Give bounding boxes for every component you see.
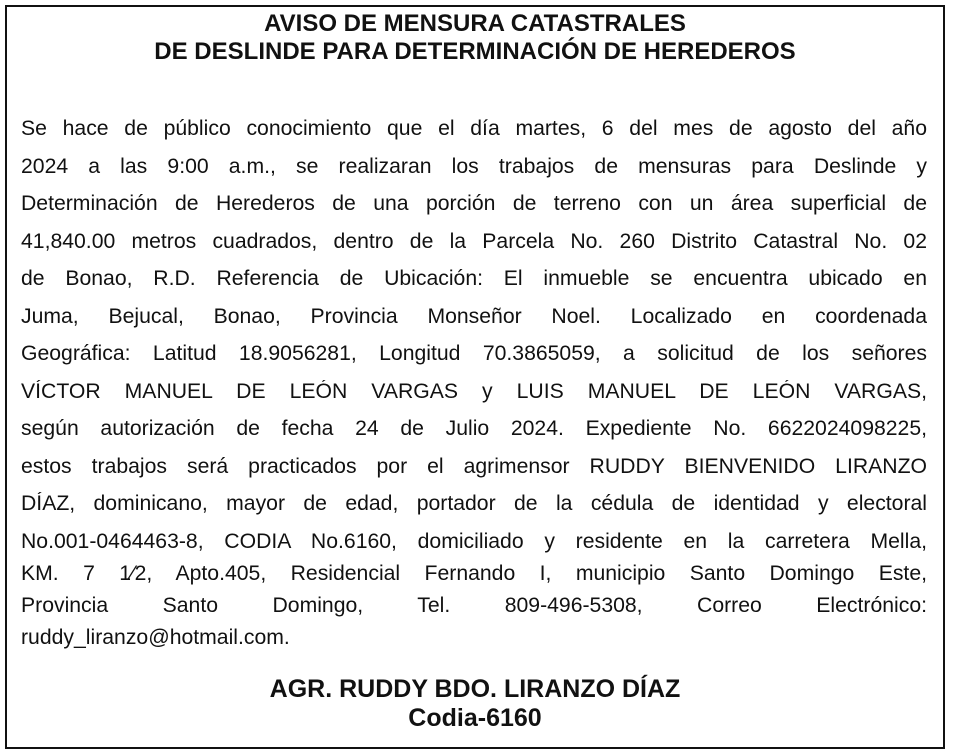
body-line: de Bonao, R.D. Referencia de Ubicación: El inmueble se encuentra ubicado en <box>21 267 927 290</box>
signature-block <box>7 674 943 732</box>
notice-body <box>21 117 927 658</box>
body-line: 2024 a las 9:00 a.m., se realizaran los trabajos de mensuras para Deslinde y <box>21 154 927 178</box>
signature-name: AGR. RUDDY BDO. LIRANZO DÍAZ <box>269 675 681 703</box>
body-line: Determinación de Herederos de una porción de terreno con un área superficial de <box>21 192 927 215</box>
notice-title-line-1: AVISO DE MENSURA CATASTRALES <box>264 10 686 37</box>
body-line: DÍAZ, dominicano, mayor de edad, portador de la cédula de identidad y electoral <box>21 492 927 515</box>
body-line: estos trabajos será practicados por el agrimensor RUDDY BIENVENIDO LIRANZO <box>21 454 927 478</box>
email-line: ruddy_liranzo@hotmail.com. <box>21 625 290 649</box>
body-line: Geográfica: Latitud 18.9056281, Longitud 70.3865059, a solicitud de los señores <box>21 342 927 365</box>
body-line: Juma, Bejucal, Bonao, Provincia Monseñor Noel. Localizado en coordenada <box>21 304 927 328</box>
body-line: según autorización de fecha 24 de Julio 2024. Expediente No. 6622024098225, <box>21 417 927 440</box>
legal-notice <box>5 5 945 749</box>
signature-codia: Codia-6160 <box>408 704 542 732</box>
body-line: No.001-0464463-8, CODIA No.6160, domiciliado y residente en la carretera Mella, <box>21 529 927 553</box>
body-line: VÍCTOR MANUEL DE LEÓN VARGAS y LUIS MANUEL DE LEÓN VARGAS, <box>21 379 927 403</box>
body-line: Provincia Santo Domingo, Tel. 809-496-5308, Correo Electrónico: <box>21 593 927 617</box>
body-line: 41,840.00 metros cuadrados, dentro de la Parcela No. 260 Distrito Catastral No. 02 <box>21 229 927 253</box>
notice-title <box>7 10 943 66</box>
notice-title-line-2: DE DESLINDE PARA DETERMINACIÓN DE HEREDEROS <box>154 38 796 65</box>
body-line: Se hace de público conocimiento que el día martes, 6 del mes de agosto del año <box>21 117 927 140</box>
body-line: KM. 7 1⁄2, Apto.405, Residencial Fernando I, municipio Santo Domingo Este, <box>21 561 927 585</box>
